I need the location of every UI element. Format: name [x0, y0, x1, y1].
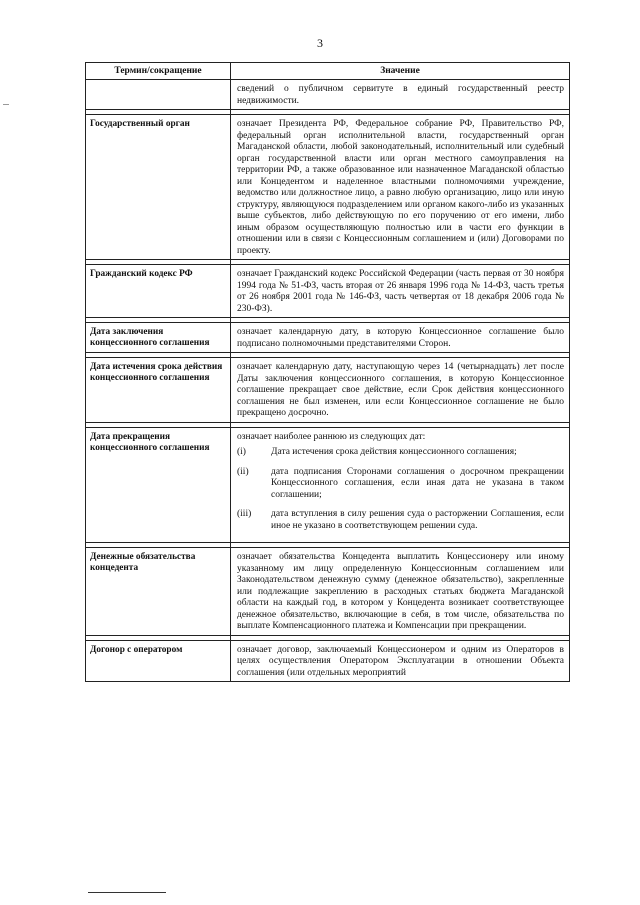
sub-list — [237, 447, 564, 532]
term-cell: Дата заключения концессионного соглашения — [86, 323, 231, 353]
table-row — [86, 80, 570, 110]
header-meaning: Значение — [231, 63, 570, 80]
list-item — [237, 509, 564, 532]
list-item-text: дата подписания Сторонами соглашения о досрочном прекращении Концессионного соглашения, если иная дата не указана в таком соглашении; — [271, 466, 564, 500]
table-row — [86, 323, 570, 353]
list-item — [237, 447, 564, 459]
table-row — [86, 640, 570, 682]
term-cell: Догонор с оператором — [86, 640, 231, 682]
table-row — [86, 115, 570, 260]
definitions-table — [85, 62, 570, 682]
table-header-row — [86, 63, 570, 80]
list-marker: (i) — [237, 447, 246, 457]
meaning-cell: означает договор, заключаемый Концессионером и одним из Операторов в целях осуществления Оператором Эксплуатации в отношении Объекта соглашения (или отдельных мероприятий — [231, 640, 570, 682]
meaning-cell: означает календарную дату, в которую Концессионное соглашение было подписано полномочными представителями Сторон. — [231, 323, 570, 353]
header-term: Термин/сокращение — [86, 63, 231, 80]
list-item-text: дата вступления в силу решения суда о расторжении Соглашения, если иное не указано в соответствующем решении суда. — [271, 509, 564, 531]
meaning-cell: означает Гражданский кодекс Российской Федерации (часть первая от 30 ноября 1994 года № 51-ФЗ, часть вторая от 26 января 1996 года № 14-ФЗ, часть третья от 26 ноября 2001 года № 146-ФЗ, часть четвертая от 18 декабря 2006 года № 230-ФЗ). — [231, 265, 570, 318]
meaning-cell — [231, 427, 570, 543]
term-cell: Государственный орган — [86, 115, 231, 260]
meaning-cell: означает календарную дату, наступающую через 14 (четырнадцать) лет после Даты заключения концессионного соглашения, в которую Концессионное соглашение прекращает свое действие, если Срок действия концессионного соглашения не был изменен, или если Концессионное соглашение не было прекращено досрочно. — [231, 358, 570, 423]
meaning-cell: означает Президента РФ, Федеральное собрание РФ, Правительство РФ, федеральный орган исполнительной власти, государственный орган Магаданской области, любой законодательный, исполнительный или судебный орган государственной власти или орган местного самоуправления на территории РФ, а также образованное или назначенное Магаданской областью или Концедентом и наделенное властными полномочиями учреждение, ведомство или должностное лицо, а равно любую организацию, лицо или иную структуру, являющуюся подразделением или органом какого-либо из указанных выше субъектов, либо действующую по его поручению от его имени, либо иным образом осуществляющую полностью или в части его функции в отношении или в связи с Концессионным соглашением и (или) Договорами по проекту. — [231, 115, 570, 260]
term-cell: Дата прекращения концессионного соглашения — [86, 427, 231, 543]
meaning-lead: означает наиболее раннюю из следующих дат: — [237, 431, 426, 442]
list-item — [237, 467, 564, 502]
term-cell: Дата истечения срока действия концессионного соглашения — [86, 358, 231, 423]
table-row — [86, 427, 570, 543]
footnote-rule — [88, 892, 166, 893]
table-row — [86, 265, 570, 318]
term-cell — [86, 80, 231, 110]
list-marker: (ii) — [237, 466, 249, 477]
term-cell: Гражданский кодекс РФ — [86, 265, 231, 318]
page-number: 3 — [317, 36, 323, 50]
table-row — [86, 548, 570, 636]
meaning-cell: означает обязательства Концедента выплатить Концессионеру или иному указанному им лицу определенную Концессионным соглашением или Законодательством денежную сумму (денежное обязательство), закрепленные или подлежащие закреплению в расходных статьях бюджета Магаданской области на каждый год, в котором у Концедента возникает соответствующее денежное обязательство, включающие в себя, в том числе, обязательства по выплате Компенсационного платежа и Компенсации при прекращении. — [231, 548, 570, 636]
term-cell: Денежные обязательства концедента — [86, 548, 231, 636]
table-row — [86, 358, 570, 423]
list-item-text: Дата истечения срока действия концессионного соглашения; — [271, 447, 517, 457]
margin-mark — [3, 104, 9, 105]
meaning-cell: сведений о публичном сервитуте в единый государственный реестр недвижимости. — [231, 80, 570, 110]
list-marker: (iii) — [237, 509, 252, 519]
